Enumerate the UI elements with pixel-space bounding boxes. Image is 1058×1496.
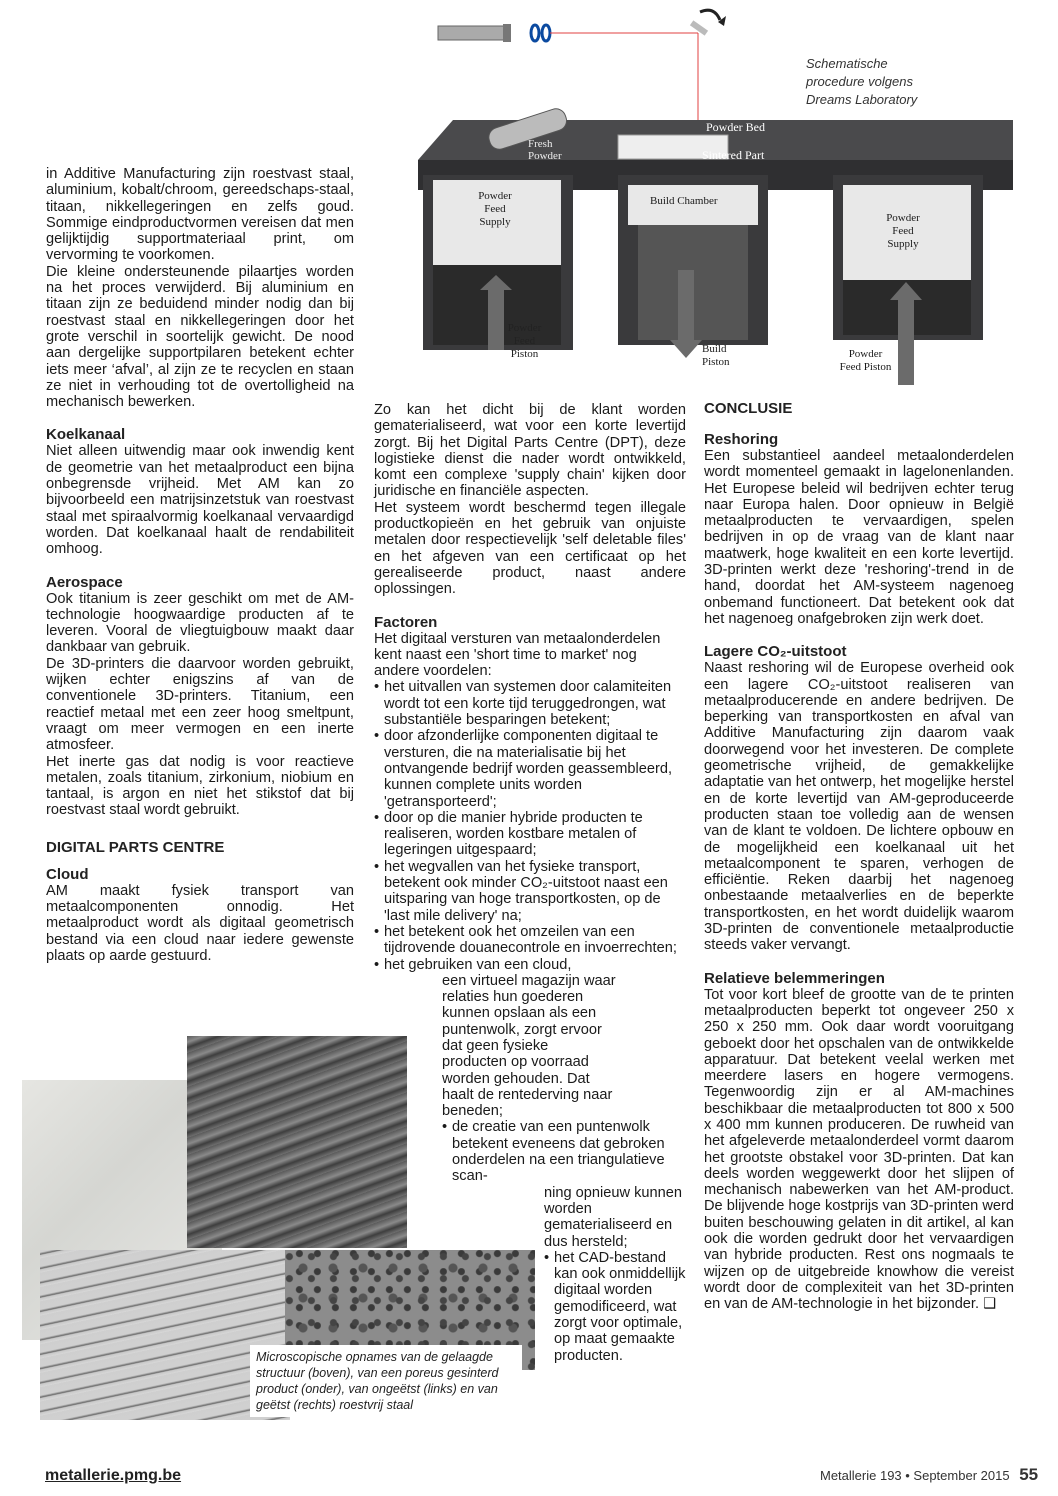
lens-icon <box>531 25 539 41</box>
list-item-continued: een virtueel magazijn waar relaties hun goederen kunnen opslaan als een puntenwolk, zorgt ervoor dat geen fysieke producten op voorraad worden gehouden. Dat haalt de rentederving naar beneden; <box>442 972 616 1120</box>
micro-caption: Microscopische opnames van de gelaagde structuur (boven), van een poreus gesinterd product (onder), van ongeëtst (links) en van geëtst (rechts) roestvrij staal <box>250 1345 522 1417</box>
col2-p2: Het systeem wordt beschermd tegen illegale productkopieën en het gebruik van onjuiste metalen door respectievelijk 'self deletable files' en het afgeven van een certificaat op het gerealiseerde product, naast andere oplossingen. <box>374 499 686 598</box>
list-item: • het wegvallen van het fysieke transport, betekent ook minder CO₂-uitstoot naast een uitsparing van hoge transportkosten, op de 'last mile delivery' na; <box>374 858 668 924</box>
footer-issue <box>820 1465 1038 1485</box>
col3-resh: Een substantieel aandeel metaalonderdelen wordt momenteel gemaakt in lagelonenlanden. Het Europese beleid wil bedrijven echter terug naar Europa halen. Door opnieuw in België metaalproducten te vervaardigen, spelen bedrijven in op de vraag van de klant naar maatwerk, hoge kwaliteit en een korte levertijd. 3D-printen werkt deze 'reshoring'-trend in de hand, doordat het AM-systeem nagenoeg onbemand functioneert. Dat betekent ook dat het nagenoeg onafgebroken zijn werk doet. <box>704 448 1014 627</box>
label-build-piston: Build Piston <box>702 343 730 368</box>
column-2 <box>374 402 686 1364</box>
list-item: • het CAD-bestand kan ook onmiddellijk digitaal worden gemodificeerd, wat zorgt voor optimale, op maat gemaakte producten. <box>544 1249 686 1364</box>
label-feed-supply-right: Powder Feed Supply <box>886 212 920 250</box>
column-3 <box>704 400 1014 1313</box>
list-item: • door op die manier hybride producten te realiseren, worden kostbare metalen of legeringen uitgespaard; <box>374 809 643 859</box>
heading-factoren: Factoren <box>374 613 438 631</box>
heading-koelkanaal: Koelkanaal <box>46 426 126 444</box>
label-feed-supply-left: Powder Feed Supply <box>478 190 512 228</box>
list-item: • de creatie van een puntenwolk betekent eveneens dat gebroken onderdelen na een triangulatieve scan- <box>442 1119 665 1185</box>
heading-cloud: Cloud <box>46 865 89 883</box>
list-item: • het gebruiken van een cloud, <box>374 956 572 973</box>
heading-conclusie: CONCLUSIE <box>704 400 793 417</box>
col1-aero1: Ook titanium is zeer geschikt om met de AM-technologie hoogwaardige producten af te leveren. Vooral de vliegtuigbouw maakt daar dankbaar van gebruik. <box>46 590 354 656</box>
col2-p1: Zo kan het dicht bij de klant worden gematerialiseerd, wat voor een korte levertijd zorgt. Bij het Digital Parts Centre (DPT), deze logistieke dienst die nader wordt ontwikkeld, komt een complexe 'supply chain' kijken door juridische en financiële aspecten. <box>374 402 686 500</box>
heading-aerospace: Aerospace <box>46 573 123 591</box>
label-build-chamber: Build Chamber <box>650 195 718 207</box>
col1-intro: in Additive Manufacturing zijn roestvast staal, aluminium, kobalt/chroom, gereedschaps-staal, titaan, nikkellegeringen en zelfs goud. Sommige eindproductvormen vereisen dat men gelijktijdig supportmateriaal print, om vervorming te voorkomen. <box>46 166 354 264</box>
list-item: • het betekent ook het omzeilen van een tijdrovende douanecontrole en invoerrechten; <box>374 923 677 957</box>
label-feed-piston-right: Powder Feed Piston <box>839 348 892 373</box>
micro-image-layered <box>187 1036 407 1248</box>
col1-p2: Die kleine ondersteunende pilaartjes worden na het proces verwijderd. Bij aluminium en titaan zijn ze beduidend minder nodig dan bij roestvast staal en nikkellegeringen door het grote verschil in soortelijk gewicht. De nood aan dergelijke supportpilaren betekent echter iets meer ‘afval’, al zijn ze te recyclen en staan ze niet in verhouding tot de overtolligheid na mechanisch bewerken. <box>46 263 354 411</box>
heading-relatieve-belemmeringen: Relatieve belemmeringen <box>704 969 885 987</box>
heading-digital-parts-centre: DIGITAL PARTS CENTRE <box>46 838 225 856</box>
footer-issue-text: Metallerie 193 • September 2015 <box>820 1468 1010 1483</box>
col2-fact: Het digitaal versturen van metaalonderdelen kent naast een 'short time to market' nog andere voordelen: <box>374 630 661 680</box>
list-item-continued: ning opnieuw kunnen worden gematerialiseerd en dus hersteld; <box>544 1184 682 1250</box>
rotate-arrow-icon <box>700 10 720 20</box>
col3-co2: Naast reshoring wil de Europese overheid ook een lagere CO₂-uitstoot realiseren van metaalproducerende en andere bedrijven. De beperking van transportkosten en afval van Additive Manufacturing zijn daarom vaak doorwegend voor het investeren. De complete geometrische vrijheid, de gemakkelijke adaptatie van het ontwerp, het mogelijke herstel en de korte levertijd van AM-geproduceerde producten staan toe volledig aan de wensen van de klant te voldoen. De lichtere opbouw en de mogelijkheid een koelkanaal uit het metaalcomponent te sparen, verhogen de efficiëntie. Reken daarbij het nagenoeg onbestaande metaalverlies en de beperkte transportkosten, en het wordt duidelijk waarom 3D-printen de conventionele metaalproductie steeds vaker vervangt. <box>704 660 1014 954</box>
col1-cloud: AM maakt fysiek transport van metaalcomponenten onnodig. Het metaalproduct wordt als digitaal geometrisch bestand via een cloud naar iedere gewenste plaats op aarde gestuurd. <box>46 882 354 964</box>
col1-aero2: De 3D-printers die daarvoor worden gebruikt, wijken echter enigszins af van de conventionele 3D-printers. Titanium, een reactief metaal met een zeer hoog smeltpunt, vraagt om meer vermogen en een inerte atmosfeer. <box>46 655 354 754</box>
col1-koel: Niet alleen uitwendig maar ook inwendig kent de geometrie van het metaalproduct een bijna onbegrensde vrijheid. Met AM kan zo bijvoorbeeld een matrijsinzetstuk van roestvast staal met spiraalvormig koelkanaal vervaardigd worden. Dat koelkanaal haalt de rendabiliteit omhoog. <box>46 443 354 558</box>
list-item: • het uitvallen van systemen door calamiteiten wordt tot een korte tijd teruggedrongen, wat substantiële besparingen betekent; <box>374 679 672 729</box>
laser-source <box>438 26 508 40</box>
col1-aero3: Het inerte gas dat nodig is voor reactieve metalen, zoals titanium, zirkonium, niobium en tantaal, is argon en niet het stikstof dat bij roestvast staal wordt gebruikt. <box>46 753 354 819</box>
label-powder-bed: Powder Bed <box>706 120 765 134</box>
label-feed-piston-left: Powder Feed Piston <box>507 322 542 360</box>
label-fresh-powder: Fresh Powder <box>528 138 562 162</box>
heading-lagere-co2: Lagere CO₂-uitstoot <box>704 643 847 661</box>
footer-site-link[interactable]: metallerie.pmg.be <box>45 1467 182 1484</box>
column-1 <box>46 166 354 964</box>
diagram-caption: Schematische procedure volgens Dreams Laboratory <box>806 56 918 107</box>
heading-reshoring: Reshoring <box>704 431 779 448</box>
col3-rel: Tot voor kort bleef de grootte van de te printen metaalproducten beperkt tot ongeveer 250 x 250 x 250 mm. Ook daar wordt vooruitgang geboekt door het opschalen van de ontwikkelde apparatuur. Dat betekent veelal werken met meerdere lasers en hogere vermogens. Tegenwoordig zijn er al AM-machines beschikbaar die metaalproducten tot 800 x 500 x 400 mm kunnen produceren. De ruwheid van het afgeleverde metaalonderdeel vormt daarom het grootste obstakel voor 3D-printen. Dat kan deels worden weggewerkt door het slijpen of mechanisch nabewerken van het AM-product. De blijvende hoge kostprijs van 3D-printen werd buiten beschouwing gelaten in dit artikel, al kan ook die worden gedrukt door het vervaardigen van hybride producten. Rest ons nogmaals te wijzen op de uitgebreide knowhow die vereist wordt door de complexiteit van het 3D-printen en van de AM-technologie in het bijzonder. ❑ <box>704 986 1014 1313</box>
label-sintered-part: Sintered Part <box>702 148 765 162</box>
page-number: 55 <box>1019 1465 1039 1484</box>
list-item: • door afzonderlijke componenten digitaal te versturen, die na materialisatie bij het ontvangende bedrijf worden geassembleerd, kunnen complete units worden 'getransporteerd'; <box>374 728 673 810</box>
